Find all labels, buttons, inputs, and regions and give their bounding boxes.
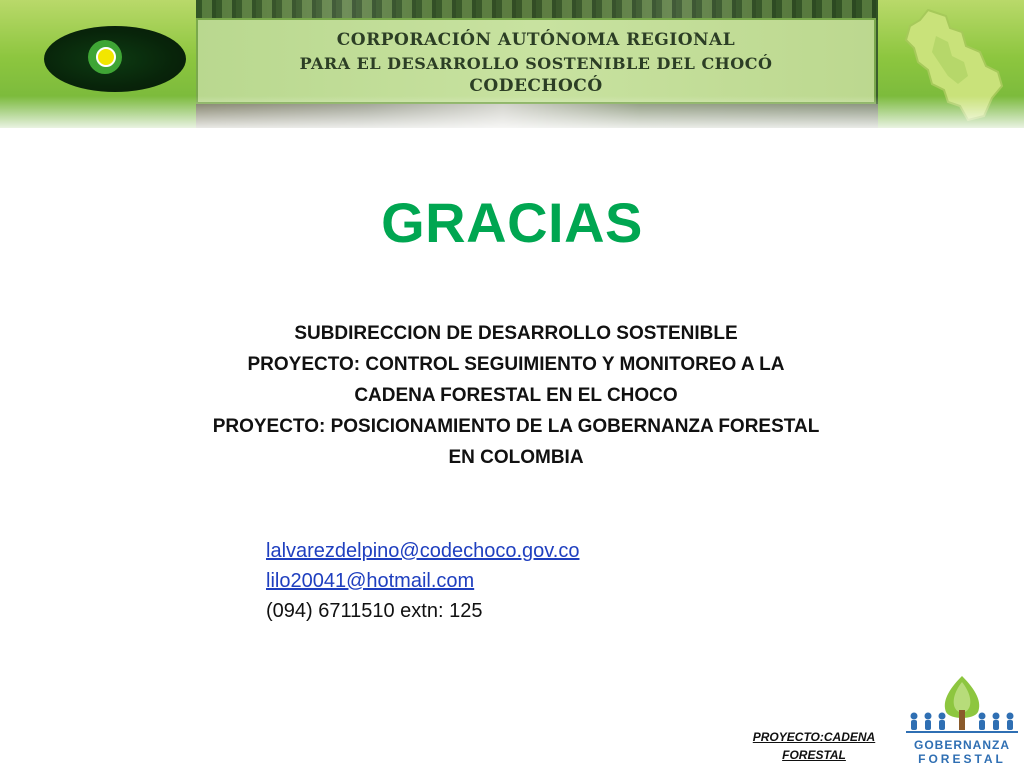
gobernanza-forestal-logo: [900, 672, 1024, 768]
proyecto-cadena-label: [744, 728, 884, 764]
email-link-hotmail[interactable]: lilo20041@hotmail.com: [266, 570, 475, 592]
gobernanza-text: GOBERNANZA: [914, 738, 1010, 752]
org-name-line-2: PARA EL DESARROLLO SOSTENIBLE DEL CHOCÓ: [299, 54, 773, 73]
org-title-panel: [196, 18, 876, 104]
contact-block: [266, 536, 579, 626]
tree-people-icon: [900, 672, 1024, 738]
logo-sun-icon: [96, 47, 116, 67]
proyecto-label-line-2: FORESTAL: [782, 748, 846, 762]
header-banner: [0, 0, 1024, 128]
page-title: GRACIAS: [381, 191, 643, 254]
phone-number: (094) 6711510 extn: 125: [266, 600, 483, 622]
info-line-proyecto-1b: CADENA FORESTAL EN EL CHOCO: [354, 385, 678, 406]
org-name-line-3: CODECHOCÓ: [469, 76, 603, 96]
forestal-text: FORESTAL: [918, 752, 1006, 766]
email-link-codechoco[interactable]: lalvarezdelpino@codechoco.gov.co: [266, 540, 580, 562]
proyecto-label-line-1: PROYECTO:CADENA: [752, 730, 876, 744]
project-info: [130, 318, 902, 473]
org-name-line-1: CORPORACIÓN AUTÓNOMA REGIONAL: [336, 30, 736, 50]
info-line-proyecto-2a: PROYECTO: POSICIONAMIENTO DE LA GOBERNANZA FORESTAL: [212, 416, 820, 437]
treeline-photo: [196, 0, 878, 20]
info-line-proyecto-1a: PROYECTO: CONTROL SEGUIMIENTO Y MONITOREO A LA: [247, 354, 785, 375]
banner-fade: [0, 96, 1024, 128]
info-line-proyecto-2b: EN COLOMBIA: [448, 447, 584, 468]
info-line-subdireccion: SUBDIRECCION DE DESARROLLO SOSTENIBLE: [294, 323, 738, 344]
